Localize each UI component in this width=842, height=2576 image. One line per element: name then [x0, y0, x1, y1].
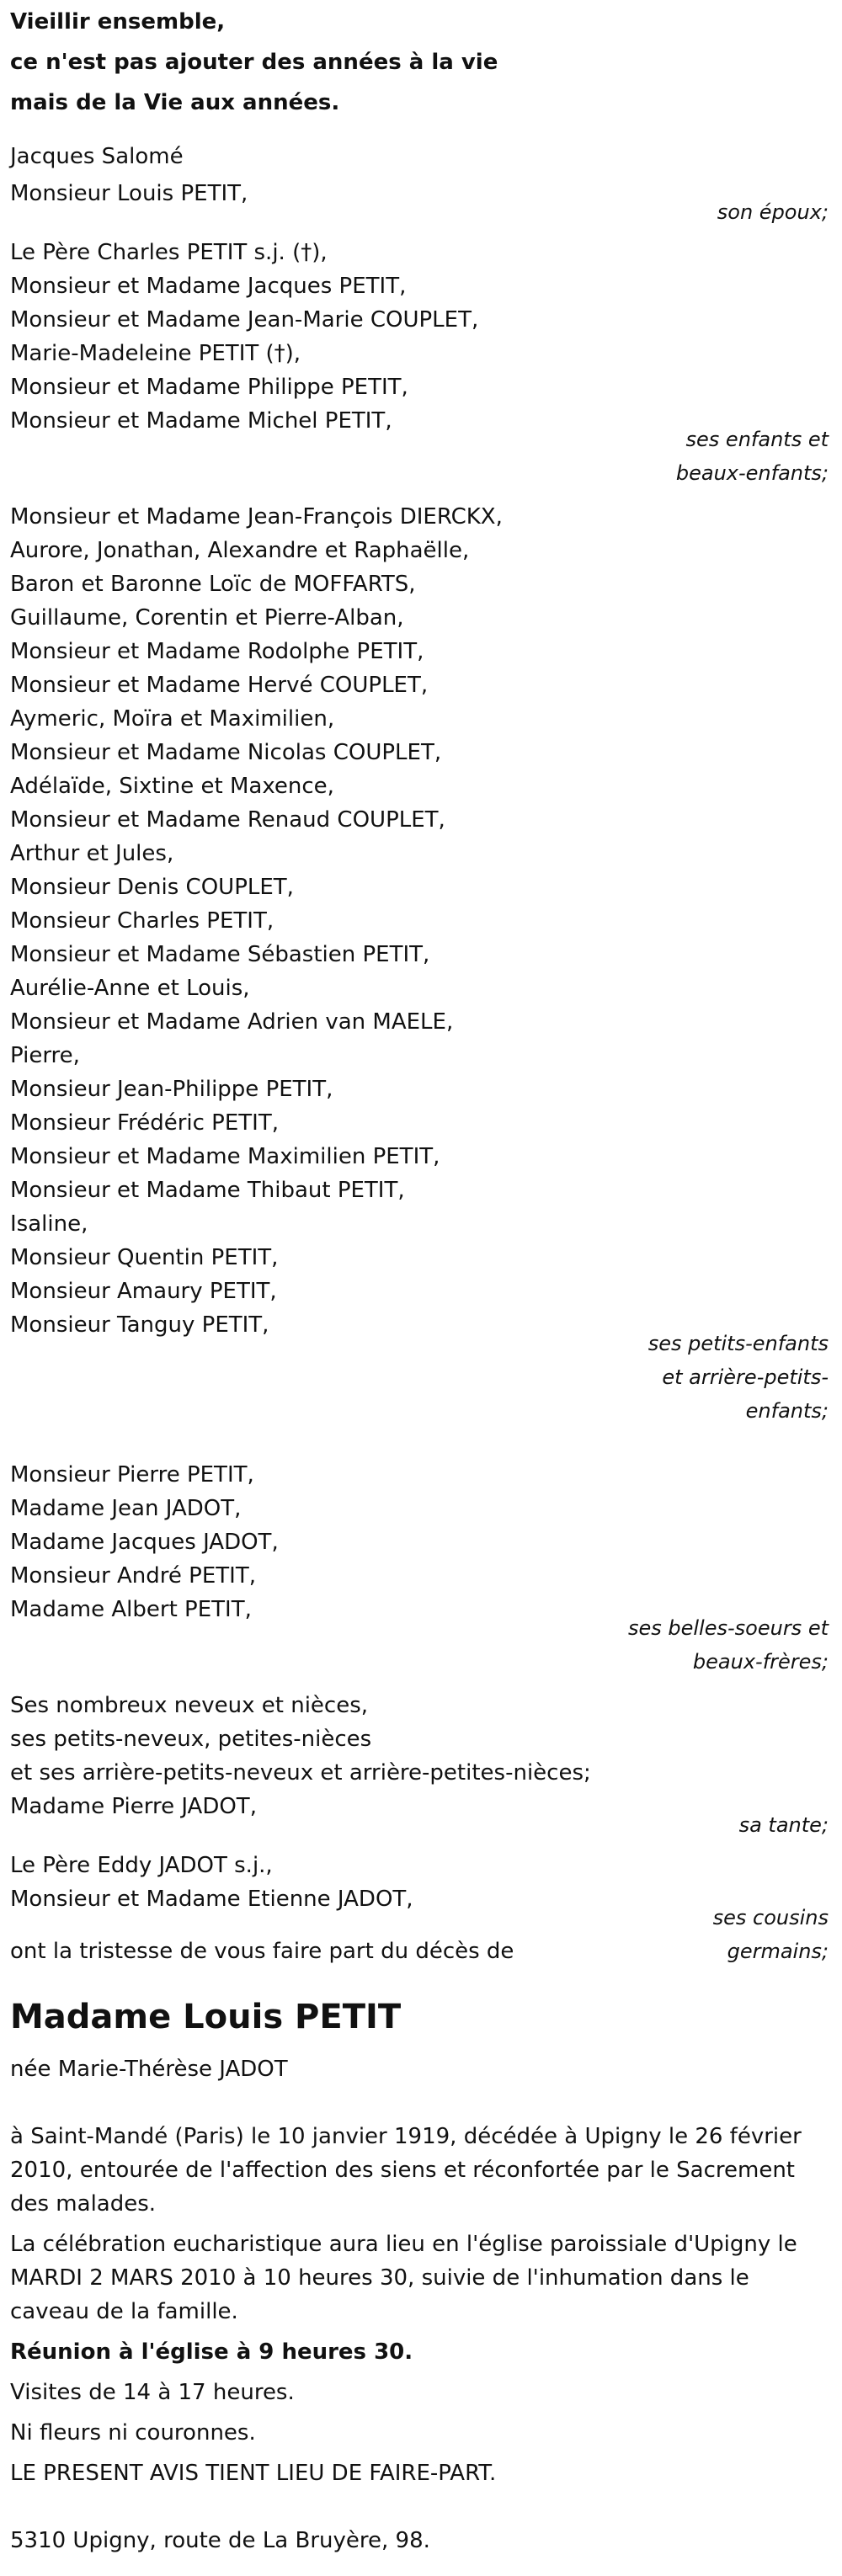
family-group [10, 236, 834, 490]
relationship-label: ses cousins [712, 1906, 829, 1929]
family-name-line: Monsieur et Madame Jean-Marie COUPLET, [10, 307, 479, 333]
announcement: ont la tristesse de vous faire part du décès de [10, 1939, 514, 1964]
family-name-line: Monsieur Jean-Philippe PETIT, [10, 1077, 333, 1102]
family-name-line: Guillaume, Corentin et Pierre-Alban, [10, 605, 404, 631]
reunion-text: Réunion à l'église à 9 heures 30. [10, 2339, 413, 2365]
family-name-line: Monsieur et Madame Rodolphe PETIT, [10, 639, 424, 664]
relationship-label: ses belles-soeurs et [627, 1616, 829, 1640]
relationship-label: germains; [727, 1940, 829, 1963]
family-group [10, 1689, 834, 1842]
family-name-line: Le Père Charles PETIT s.j. (†), [10, 240, 328, 265]
family-name-line: Monsieur et Madame Nicolas COUPLET, [10, 740, 442, 765]
relationship-label: ses petits-enfants [647, 1332, 829, 1355]
family-groups [10, 177, 834, 1968]
quote-line: Vieillir ensemble, [10, 9, 226, 35]
family-name-line: Monsieur Tanguy PETIT, [10, 1312, 269, 1338]
notice-text: LE PRESENT AVIS TIENT LIEU DE FAIRE-PART. [10, 2461, 497, 2486]
family-name-line: Isaline, [10, 1211, 88, 1237]
family-name-line: Monsieur et Madame Philippe PETIT, [10, 375, 408, 400]
family-name-line: ses petits-neveux, petites-nièces [10, 1727, 372, 1752]
quote-line: ce n'est pas ajouter des années à la vie [10, 50, 498, 75]
family-group [10, 177, 834, 229]
family-name-line: Monsieur Pierre PETIT, [10, 1462, 254, 1488]
family-name-line: et ses arrière-petits-neveux et arrière-petites-nièces; [10, 1760, 591, 1786]
family-name-line: Ses nombreux neveux et nièces, [10, 1693, 369, 1718]
family-name-line: Monsieur André PETIT, [10, 1563, 256, 1589]
birth-death-text: à Saint-Mandé (Paris) le 10 janvier 1919, décédée à Upigny le 26 février 2010, entourée de l'affection des siens et réconfortée par le Sacrement des malades. [10, 2124, 802, 2217]
deceased-born-name: née Marie-Thérèse JADOT [10, 2057, 288, 2082]
family-name-line: Madame Jacques JADOT, [10, 1530, 279, 1555]
family-group [10, 500, 834, 1428]
flowers-text: Ni fleurs ni couronnes. [10, 2420, 256, 2446]
family-name-line: Arthur et Jules, [10, 841, 174, 866]
family-name-line: Madame Jean JADOT, [10, 1496, 242, 1521]
family-name-line: Aurore, Jonathan, Alexandre et Raphaëlle, [10, 538, 470, 563]
relationship-label: beaux-enfants; [675, 461, 829, 485]
quote-author: Jacques Salomé [10, 144, 184, 169]
family-name-line: Monsieur Frédéric PETIT, [10, 1110, 279, 1136]
family-name-line: Monsieur et Madame Hervé COUPLET, [10, 673, 429, 698]
family-group [10, 1458, 834, 1679]
family-name-line: Monsieur Louis PETIT, [10, 181, 248, 206]
family-name-line: Madame Pierre JADOT, [10, 1794, 257, 1819]
relationship-label: son époux; [717, 200, 829, 224]
relationship-label: sa tante; [738, 1813, 829, 1837]
relationship-label: beaux-frères; [692, 1650, 829, 1674]
address-text: 5310 Upigny, route de La Bruyère, 98. [10, 2528, 430, 2553]
family-name-line: Monsieur Charles PETIT, [10, 908, 274, 934]
family-name-line: Pierre, [10, 1043, 80, 1068]
deceased-name: Madame Louis PETIT [10, 1998, 402, 2036]
family-name-line: Monsieur et Madame Etienne JADOT, [10, 1887, 413, 1912]
family-name-line: Monsieur Amaury PETIT, [10, 1279, 277, 1304]
family-name-line: Marie-Madeleine PETIT (†), [10, 341, 301, 366]
family-name-line: Monsieur et Madame Jean-François DIERCKX, [10, 504, 503, 530]
family-name-line: Monsieur et Madame Maximilien PETIT, [10, 1144, 440, 1169]
family-name-line: Baron et Baronne Loïc de MOFFARTS, [10, 572, 416, 597]
quote [10, 0, 834, 123]
family-name-line: Le Père Eddy JADOT s.j., [10, 1853, 273, 1878]
relationship-label: enfants; [745, 1399, 829, 1423]
family-name-line: Monsieur Denis COUPLET, [10, 875, 294, 900]
relationship-label: et arrière-petits- [662, 1365, 829, 1389]
family-name-line: Adélaïde, Sixtine et Maxence, [10, 774, 334, 799]
family-name-line: Monsieur et Madame Renaud COUPLET, [10, 807, 445, 833]
family-name-line: Monsieur et Madame Michel PETIT, [10, 408, 392, 434]
ceremony-text: La célébration eucharistique aura lieu en l'église paroissiale d'Upigny le MARDI 2 MARS 2010 à 10 heures 30, suivie de l'inhumation dans le caveau de la famille. [10, 2232, 797, 2324]
family-name-line: Monsieur et Madame Sébastien PETIT, [10, 942, 430, 967]
family-name-line: Monsieur et Madame Thibaut PETIT, [10, 1178, 405, 1203]
family-name-line: Aurélie-Anne et Louis, [10, 976, 250, 1001]
obituary-page [10, 0, 834, 2557]
relationship-label: ses enfants et [685, 428, 829, 451]
quote-line: mais de la Vie aux années. [10, 90, 340, 115]
visits-text: Visites de 14 à 17 heures. [10, 2380, 295, 2405]
family-name-line: Monsieur et Madame Jacques PETIT, [10, 274, 407, 299]
family-name-line: Monsieur Quentin PETIT, [10, 1245, 279, 1270]
family-name-line: Monsieur et Madame Adrien van MAELE, [10, 1009, 454, 1035]
family-name-line: Aymeric, Moïra et Maximilien, [10, 706, 335, 732]
family-name-line: Madame Albert PETIT, [10, 1597, 252, 1622]
